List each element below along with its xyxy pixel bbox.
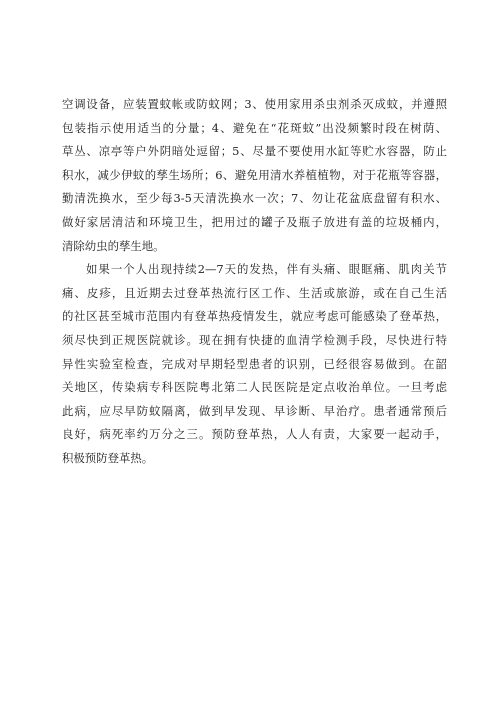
text-line: 须尽快到正规医院就诊。现在拥有快捷的血清学检测手段，尽快进行特 (62, 332, 447, 347)
paragraph-dengue-symptoms (62, 258, 447, 470)
text-line: 良好，病死率约万分之三。预防登革热，人人有责，大家要一起动手， (62, 427, 447, 442)
text-line: 空调设备，应装置蚊帐或防蚊网；3、使用家用杀虫剂杀灭成蚊，并遵照 (62, 97, 447, 111)
text-line: 异性实验室检查，完成对早期轻型患者的识别，已经很容易做到。在韶 (62, 356, 447, 371)
body-text (62, 93, 447, 471)
text-line: 勤清洗换水，至少每3-5天清洗换水一次；7、勿让花盆底盘留有积水、 (62, 191, 447, 206)
text-line: 的社区甚至城市范围内有登革热疫情发生，就应考虑可能感染了登革热， (62, 309, 447, 324)
text-line: 草丛、凉亭等户外阴暗处逗留；5、尽量不要使用水缸等贮水容器，防止 (62, 144, 447, 159)
text-line: 如果一个人出现持续2—7天的发热，伴有头痛、眼眶痛、肌肉关节 (86, 262, 447, 277)
text-line: 痛、皮疹，且近期去过登革热流行区工作、生活或旅游，或在自己生活 (62, 285, 447, 300)
text-line: 清除幼虫的孳生地。 (62, 238, 165, 253)
text-line: 关地区，传染病专科医院粤北第二人民医院是定点收治单位。一旦考虑 (62, 380, 447, 395)
text-line: 积水，减少伊蚊的孳生场所；6、避免用清水养植植物，对于花瓶等容器， (62, 167, 447, 182)
text-line: 此病，应尽早防蚊隔离，做到早发现、早诊断、早治疗。患者通常预后 (62, 403, 447, 418)
text-line: 积极预防登革热。 (62, 450, 154, 465)
text-line: 包装指示使用适当的分量；4、避免在“花斑蚊”出没频繁时段在树荫、 (62, 120, 447, 135)
paragraph-mosquito-prevention (62, 93, 447, 258)
text-line: 做好家居清洁和环境卫生，把用过的罐子及瓶子放进有盖的垃圾桶内， (62, 214, 447, 229)
